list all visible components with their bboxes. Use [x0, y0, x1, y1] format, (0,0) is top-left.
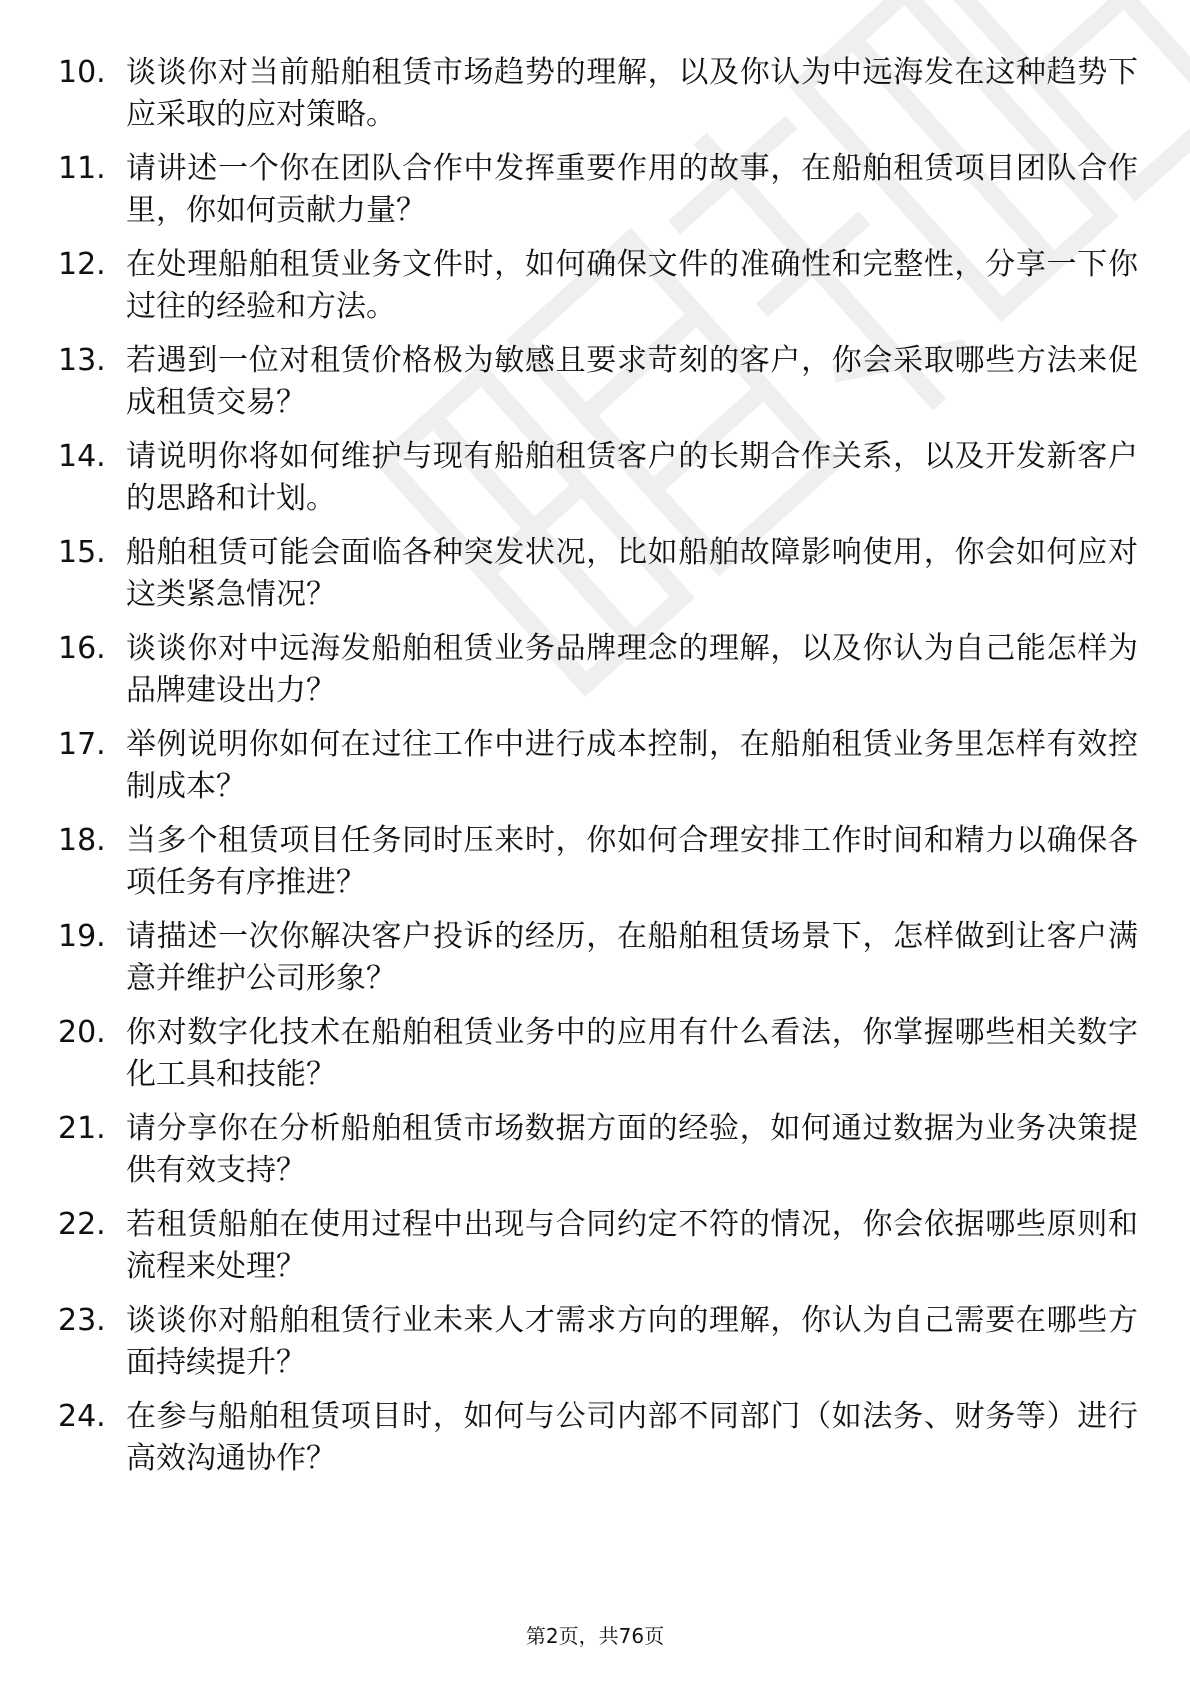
question-number: 23.: [58, 1303, 106, 1338]
question-number: 24.: [58, 1399, 106, 1434]
question-text: 请描述一次你解决客户投诉的经历，在船舶租赁场景下，怎样做到让客户满意并维护公司形象？: [126, 919, 1138, 996]
question-item: [58, 1108, 1138, 1204]
question-item: [58, 436, 1138, 532]
question-number: 10.: [58, 55, 106, 90]
question-number: 13.: [58, 343, 106, 378]
question-text: 请分享你在分析船舶租赁市场数据方面的经验，如何通过数据为业务决策提供有效支持？: [126, 1111, 1138, 1188]
question-item: [58, 1300, 1138, 1396]
question-text: 在参与船舶租赁项目时，如何与公司内部不同部门（如法务、财务等）进行高效沟通协作？: [126, 1399, 1138, 1476]
question-item: [58, 532, 1138, 628]
question-number: 20.: [58, 1015, 106, 1050]
question-text: 谈谈你对当前船舶租赁市场趋势的理解，以及你认为中远海发在这种趋势下应采取的应对策略。: [126, 55, 1138, 132]
question-number: 14.: [58, 439, 106, 474]
question-text: 请讲述一个你在团队合作中发挥重要作用的故事，在船舶租赁项目团队合作里，你如何贡献力量？: [126, 151, 1138, 228]
question-text: 谈谈你对中远海发船舶租赁业务品牌理念的理解，以及你认为自己能怎样为品牌建设出力？: [126, 631, 1138, 708]
question-item: [58, 1204, 1138, 1300]
question-number: 18.: [58, 823, 106, 858]
question-text: 若租赁船舶在使用过程中出现与合同约定不符的情况，你会依据哪些原则和流程来处理？: [126, 1207, 1138, 1284]
question-number: 11.: [58, 151, 106, 186]
page-indicator: 第2页，共76页: [525, 1624, 665, 1648]
question-text: 船舶租赁可能会面临各种突发状况，比如船舶故障影响使用，你会如何应对这类紧急情况？: [126, 535, 1138, 612]
question-number: 17.: [58, 727, 106, 762]
question-item: [58, 628, 1138, 724]
question-item: [58, 148, 1138, 244]
question-text: 你对数字化技术在船舶租赁业务中的应用有什么看法，你掌握哪些相关数字化工具和技能？: [126, 1015, 1138, 1092]
question-item: [58, 820, 1138, 916]
question-item: [58, 1012, 1138, 1108]
question-item: [58, 340, 1138, 436]
question-text: 若遇到一位对租赁价格极为敏感且要求苛刻的客户，你会采取哪些方法来促成租赁交易？: [126, 343, 1138, 420]
question-number: 19.: [58, 919, 106, 954]
question-item: [58, 1396, 1138, 1492]
question-item: [58, 916, 1138, 1012]
question-text: 谈谈你对船舶租赁行业未来人才需求方向的理解，你认为自己需要在哪些方面持续提升？: [126, 1303, 1138, 1380]
question-text: 在处理船舶租赁业务文件时，如何确保文件的准确性和完整性，分享一下你过往的经验和方法。: [126, 247, 1138, 324]
question-number: 21.: [58, 1111, 106, 1146]
question-text: 请说明你将如何维护与现有船舶租赁客户的长期合作关系，以及开发新客户的思路和计划。: [126, 439, 1138, 516]
question-number: 22.: [58, 1207, 106, 1242]
question-number: 15.: [58, 535, 106, 570]
question-item: [58, 724, 1138, 820]
question-list: [58, 52, 1138, 1492]
question-item: [58, 244, 1138, 340]
question-text: 当多个租赁项目任务同时压来时，你如何合理安排工作时间和精力以确保各项任务有序推进？: [126, 823, 1138, 900]
question-number: 16.: [58, 631, 106, 666]
question-number: 12.: [58, 247, 106, 282]
question-text: 举例说明你如何在过往工作中进行成本控制，在船舶租赁业务里怎样有效控制成本？: [126, 727, 1138, 804]
question-item: [58, 52, 1138, 148]
